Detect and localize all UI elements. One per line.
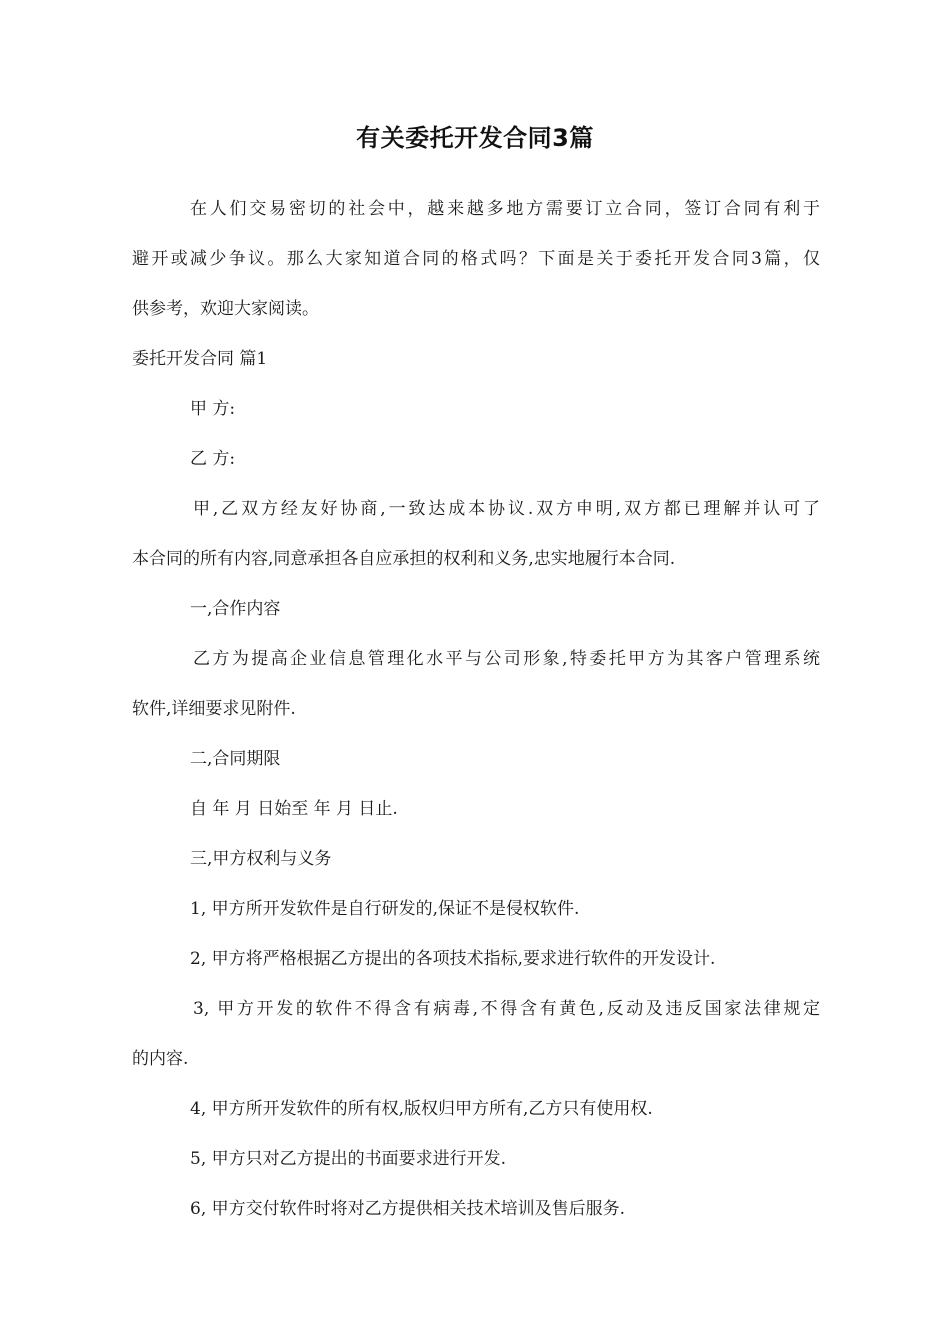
- list-item: 3, 甲方开发的软件不得含有病毒,不得含有黄色,反动及违反国家法律规定: [193, 999, 820, 1019]
- paragraph-line: 避开或减少争议。那么大家知道合同的格式吗？下面是关于委托开发合同3篇，仅: [132, 249, 820, 269]
- clause-heading: 三,甲方权利与义务: [190, 849, 332, 869]
- paragraph-line: 乙方为提高企业信息管理化水平与公司形象,特委托甲方为其客户管理系统: [193, 649, 820, 669]
- paragraph-line: 甲,乙双方经友好协商,一致达成本协议.双方申明,双方都已理解并认可了: [193, 499, 820, 519]
- paragraph-line: 本合同的所有内容,同意承担各自应承担的权利和义务,忠实地履行本合同.: [132, 549, 676, 569]
- paragraph-line: 在人们交易密切的社会中，越来越多地方需要订立合同，签订合同有利于: [190, 199, 820, 219]
- list-item: 6, 甲方交付软件时将对乙方提供相关技术培训及售后服务.: [190, 1199, 626, 1219]
- document-title: 有关委托开发合同3篇: [356, 124, 594, 152]
- paragraph-line: 自 年 月 日始至 年 月 日止.: [190, 799, 398, 819]
- party-b-label: 乙 方:: [190, 449, 236, 469]
- list-item-continuation: 的内容.: [132, 1049, 189, 1069]
- clause-heading: 二,合同期限: [190, 749, 281, 769]
- paragraph-line: 软件,详细要求见附件.: [132, 699, 296, 719]
- party-a-label: 甲 方:: [190, 399, 236, 419]
- list-item: 2, 甲方将严格根据乙方提出的各项技术指标,要求进行软件的开发设计.: [190, 949, 716, 969]
- paragraph-line: 供参考，欢迎大家阅读。: [132, 299, 319, 319]
- list-item: 5, 甲方只对乙方提出的书面要求进行开发.: [190, 1149, 507, 1169]
- clause-heading: 一,合作内容: [190, 599, 281, 619]
- list-item: 1, 甲方所开发软件是自行研发的,保证不是侵权软件.: [190, 899, 580, 919]
- section-heading: 委托开发合同 篇1: [132, 349, 268, 369]
- list-item: 4, 甲方所开发软件的所有权,版权归甲方所有,乙方只有使用权.: [190, 1099, 653, 1119]
